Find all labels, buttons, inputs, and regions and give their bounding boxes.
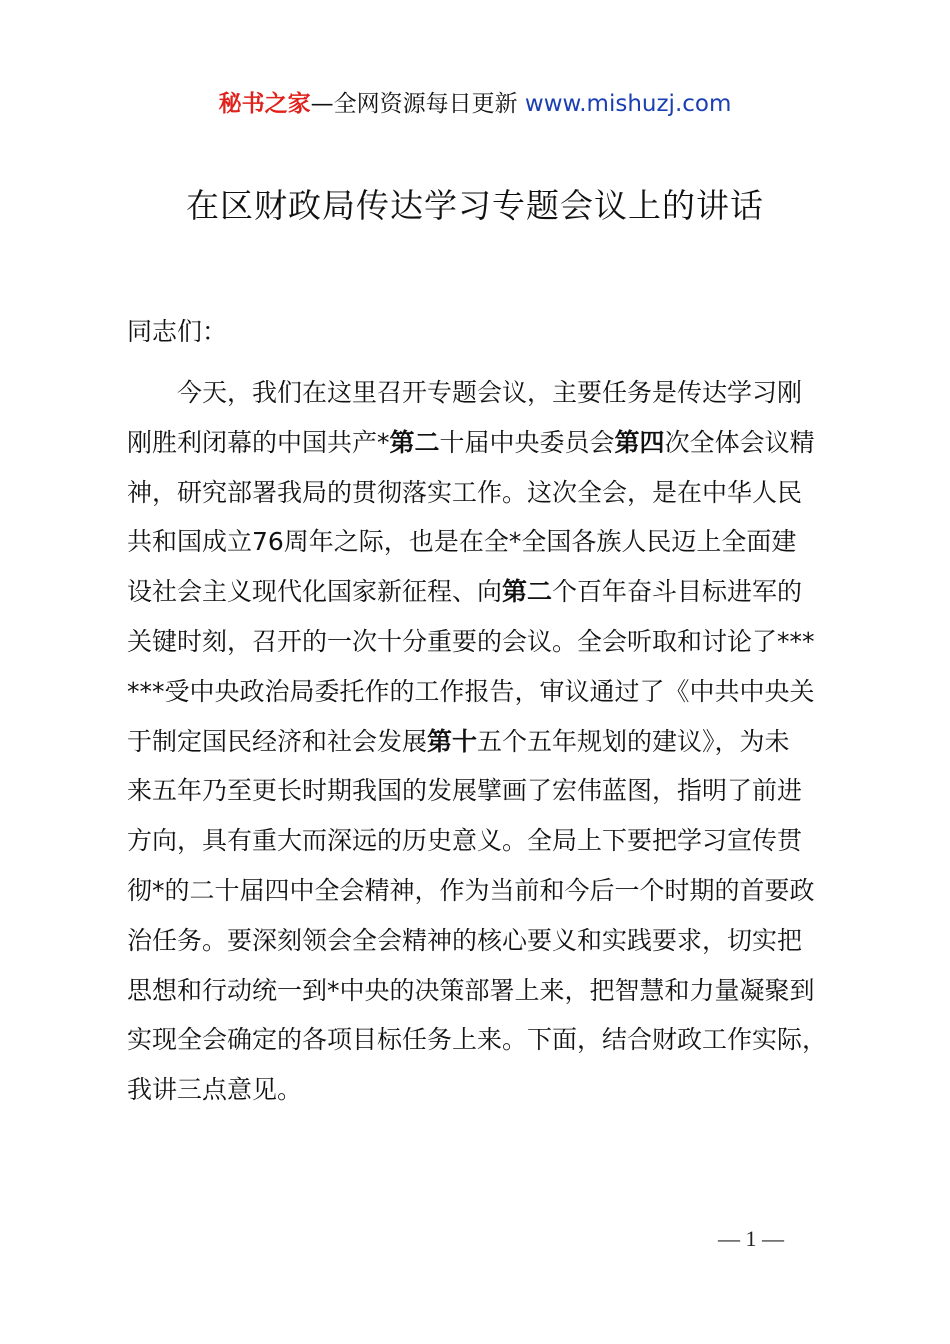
header-tagline: —全网资源每日更新 [310, 91, 525, 117]
paragraph-line [127, 766, 837, 816]
paragraph-line [127, 567, 837, 617]
text-segment: 个百年奋斗目标进军的 [552, 577, 803, 607]
brand-name: 秘书之家 [218, 91, 311, 117]
text-segment: 我讲三点意见。 [127, 1075, 303, 1105]
paragraph-line [127, 517, 837, 567]
bold-text-segment: 第十 [427, 726, 478, 756]
page-number: — 1 — [718, 1226, 784, 1251]
text-segment: 方向，具有重大而深远的历史意义。全局上下要把学习宣传贯 [127, 826, 803, 856]
text-segment: ***受中央政治局委托作的工作报告，审议通过了《中共中央关 [127, 676, 815, 706]
paragraph-line [127, 1065, 837, 1115]
text-segment: 共和国成立76周年之际，也是在全*全国各族人民迈上全面建 [127, 527, 797, 557]
paragraph-line [127, 667, 837, 717]
paragraph-line [127, 916, 837, 966]
text-segment: 五个五年规划的建议》，为未 [477, 726, 790, 756]
bold-text-segment: 第四 [614, 427, 665, 457]
text-segment: 十届中央委员会 [439, 427, 615, 457]
paragraph-line [127, 966, 837, 1016]
text-segment: 神，研究部署我局的贯彻落实工作。这次全会，是在中华人民 [127, 477, 803, 507]
bold-text-segment: 第二 [502, 577, 553, 607]
document-title: 在区财政局传达学习专题会议上的讲话 [186, 186, 764, 225]
text-segment: 实现全会确定的各项目标任务上来。下面，结合财政工作实际， [127, 1025, 828, 1055]
site-url-link[interactable]: www.mishuzj.com [524, 91, 732, 117]
text-segment: 来五年乃至更长时期我国的发展擘画了宏伟蓝图，指明了前进 [127, 776, 803, 806]
bold-text-segment: 第二 [389, 427, 440, 457]
text-segment: 治任务。要深刻领会全会精神的核心要义和实践要求，切实把 [127, 925, 803, 955]
text-segment: 刚胜利闭幕的中国共产* [127, 427, 390, 457]
text-segment: 次全体会议精 [664, 427, 815, 457]
salutation: 同志们： [127, 317, 228, 346]
text-segment: 于制定国民经济和社会发展 [127, 726, 428, 756]
paragraph-line [127, 866, 837, 916]
text-segment: 思想和行动统一到*中央的决策部署上来，把智慧和力量凝聚到 [127, 975, 815, 1005]
text-segment: 设社会主义现代化国家新征程、向 [127, 577, 503, 607]
text-segment: 彻*的二十届四中全会精神，作为当前和今后一个时期的首要政 [127, 875, 815, 905]
paragraph-line [127, 717, 837, 767]
site-header [0, 88, 950, 120]
text-segment: 今天，我们在这里召开专题会议，主要任务是传达学习刚 [177, 378, 803, 407]
paragraph-line [127, 468, 837, 518]
paragraph-line [127, 816, 837, 866]
paragraph-line [127, 617, 837, 667]
body-paragraph [127, 368, 837, 1115]
text-segment: 关键时刻，召开的一次十分重要的会议。全会听取和讨论了*** [127, 626, 815, 656]
paragraph-line [127, 418, 837, 468]
paragraph-line [127, 368, 837, 418]
paragraph-line [127, 1015, 837, 1065]
